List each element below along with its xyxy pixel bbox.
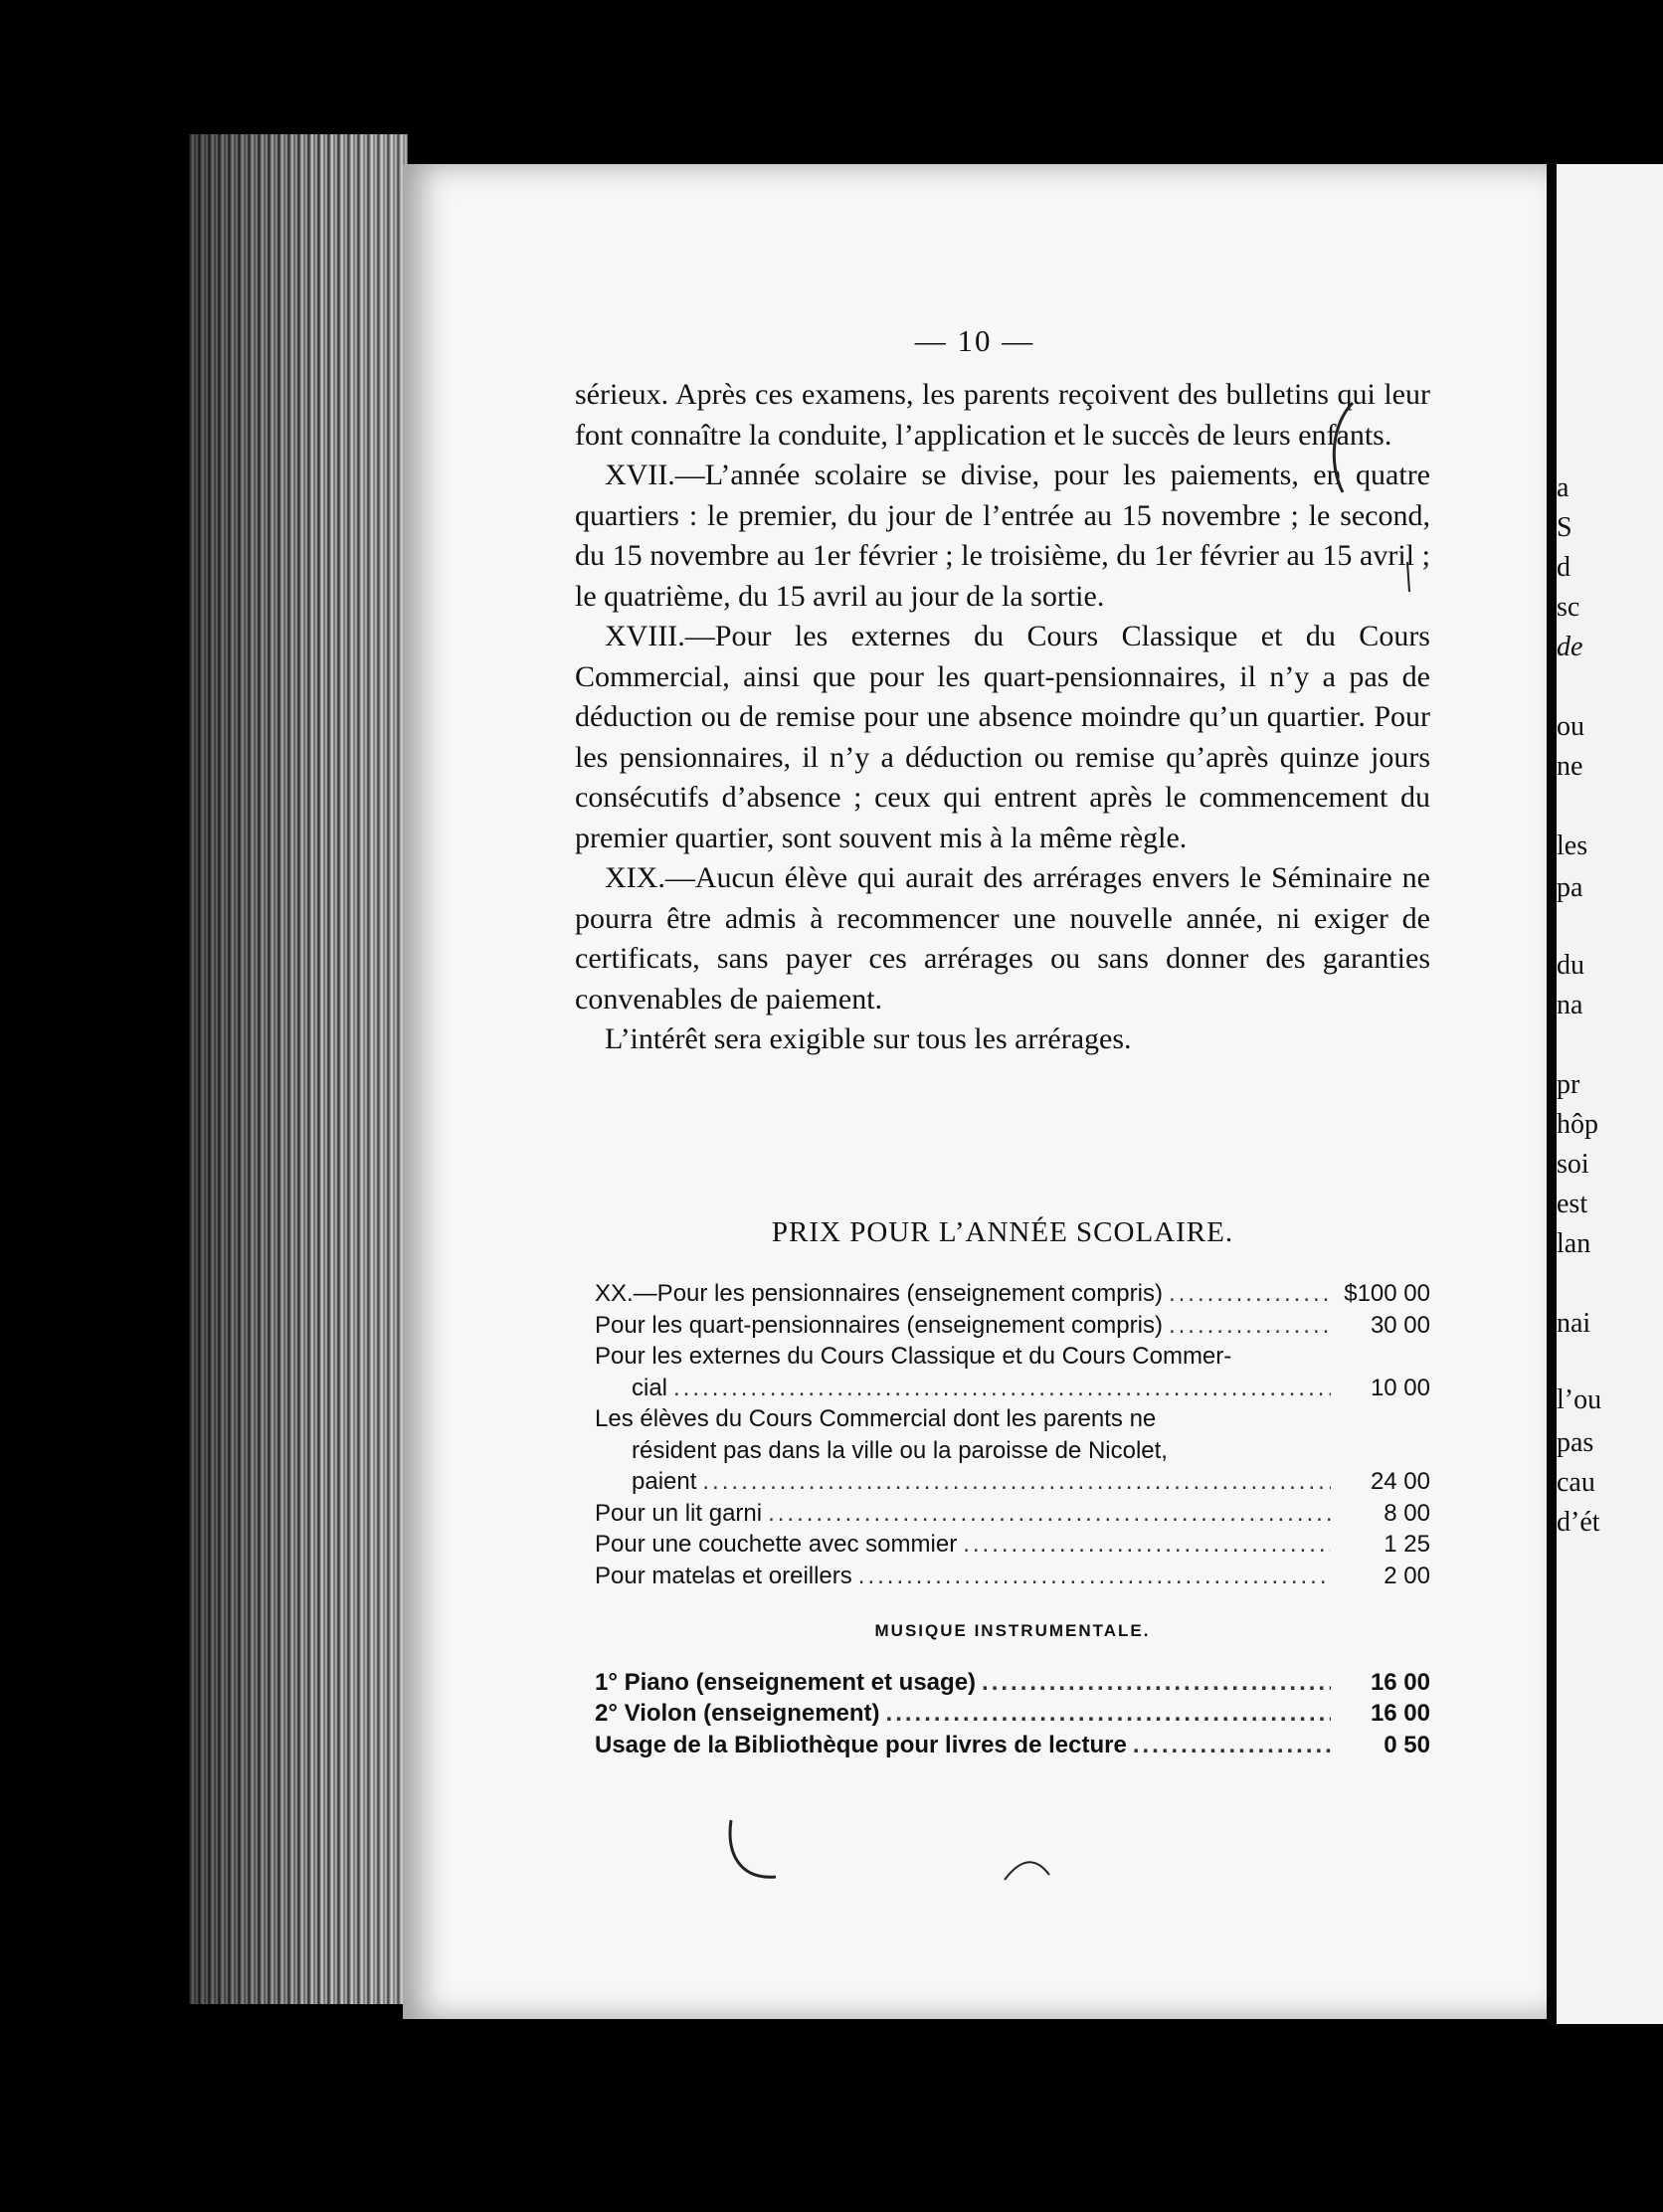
next-page-fragment: les <box>1557 830 1588 861</box>
next-page-fragment: pr <box>1557 1069 1580 1100</box>
next-page-fragment: cau <box>1557 1467 1595 1498</box>
next-page-fragment: hôp <box>1557 1109 1598 1140</box>
next-page-fragment: ou <box>1557 711 1584 742</box>
price-label: XX.—Pour les pensionnaires (enseignement compris) ..... <box>595 1278 1331 1310</box>
price-row <box>595 1529 1430 1561</box>
price-amount: 30 00 <box>1370 1311 1430 1339</box>
price-row <box>595 1498 1430 1530</box>
next-page-fragment: du <box>1557 950 1584 981</box>
price-amount: 2 00 <box>1384 1562 1430 1589</box>
price-row <box>595 1278 1430 1310</box>
next-page-edge <box>1557 164 1663 2024</box>
price-row <box>595 1667 1430 1699</box>
next-page-fragment: d’ét <box>1557 1507 1600 1538</box>
price-amount: 0 50 <box>1384 1731 1430 1758</box>
next-page-fragment: nai <box>1557 1308 1591 1339</box>
next-page-fragment: de <box>1557 632 1583 662</box>
section-title: PRIX POUR L’ANNÉE SCOLAIRE. <box>771 1216 1234 1248</box>
price-label: Usage de la Bibliothèque pour livres de lecture ..... <box>595 1730 1331 1761</box>
next-page-fragment: pas <box>1557 1427 1594 1458</box>
book-edge-shadow <box>189 134 408 2004</box>
paragraph: L’intérêt sera exigible sur tous les arrérages. <box>605 1022 1132 1055</box>
paragraph: XVII.—L’année scolaire se divise, pour les paiements, en quatre quartiers : le premier, du jour de l’entrée au 15 novembre ; le second, du 15 novembre au 1er février ; le troisième, du 1er février au 15 avril ; le quatrième, du 15 avril au jour de la sortie. <box>575 459 1430 613</box>
paragraph: XVIII.—Pour les externes du Cours Classique et du Cours Commercial, ainsi que pour les quart-pensionnaires, il n’y a pas de déduction ou de remise pour une absence moindre qu’un quartier. Pour les pensionnaires, il n’y a déduction ou remise qu’après quinze jours consécutifs d’absence ; ceux qui entrent après le commencement du premier quartier, sont souvent mis à la même règle. <box>575 620 1430 854</box>
next-page-fragment: sc <box>1557 592 1580 623</box>
price-label: Pour les quart-pensionnaires (enseignement compris) ..... <box>595 1310 1331 1342</box>
music-title: MUSIQUE INSTRUMENTALE. <box>874 1621 1151 1640</box>
next-page-fragment: l’ou <box>1557 1384 1602 1415</box>
price-amount: 1 25 <box>1384 1531 1430 1558</box>
price-row-multiline <box>595 1403 1430 1498</box>
price-amount: 8 00 <box>1384 1499 1430 1527</box>
next-page-fragment: pa <box>1557 872 1583 903</box>
price-label: Pour une couchette avec sommier ..... <box>595 1529 1331 1561</box>
price-amount: 24 00 <box>1370 1468 1430 1495</box>
next-page-fragment: ne <box>1557 751 1583 782</box>
price-row <box>595 1373 1430 1404</box>
page <box>403 164 1547 2019</box>
price-row <box>595 1310 1430 1342</box>
next-page-fragment: a <box>1557 472 1570 503</box>
price-row <box>595 1561 1430 1592</box>
price-label: Pour matelas et oreillers ..... <box>595 1561 1331 1592</box>
price-row-multiline <box>595 1341 1430 1403</box>
price-list <box>595 1278 1430 1760</box>
next-page-fragment: d <box>1557 552 1571 583</box>
price-amount: $100 00 <box>1344 1280 1430 1307</box>
next-page-fragment: S <box>1557 512 1572 543</box>
price-label-line: résident pas dans la ville ou la paroisse de Nicolet, <box>632 1436 1168 1464</box>
paragraph: sérieux. Après ces examens, les parents reçoivent des bulletins qui leur font connaître la conduite, l’application et le succès de leurs enfants. <box>575 378 1430 452</box>
price-label-line: Pour les externes du Cours Classique et du Cours Commer- <box>595 1343 1232 1370</box>
price-amount: 16 00 <box>1370 1700 1430 1727</box>
next-page-fragment: na <box>1557 990 1583 1020</box>
price-amount: 16 00 <box>1370 1668 1430 1696</box>
price-label: Pour un lit garni ..... <box>595 1498 1331 1530</box>
price-row <box>595 1698 1430 1730</box>
next-page-fragment: soi <box>1557 1149 1589 1180</box>
page-number: — 10 — <box>914 323 1035 358</box>
price-row <box>595 1466 1430 1498</box>
next-page-fragment: lan <box>1557 1228 1591 1259</box>
paragraph: XIX.—Aucun élève qui aurait des arrérages envers le Séminaire ne pourra être admis à recommencer une nouvelle année, ni exiger de certificats, sans payer ces arrérages ou sans donner des garanties convenables de paiement. <box>575 861 1430 1015</box>
price-label: cial ..... <box>632 1373 1331 1404</box>
price-label: 1° Piano (enseignement et usage) ..... <box>595 1667 1331 1699</box>
price-amount: 10 00 <box>1370 1374 1430 1401</box>
price-label: 2° Violon (enseignement) ..... <box>595 1698 1331 1730</box>
price-row <box>595 1730 1430 1761</box>
price-label-line: Les élèves du Cours Commercial dont les parents ne <box>595 1405 1157 1432</box>
next-page-fragment: est <box>1557 1189 1588 1219</box>
price-label: paient ..... <box>632 1466 1331 1498</box>
body-text <box>575 375 1430 1060</box>
